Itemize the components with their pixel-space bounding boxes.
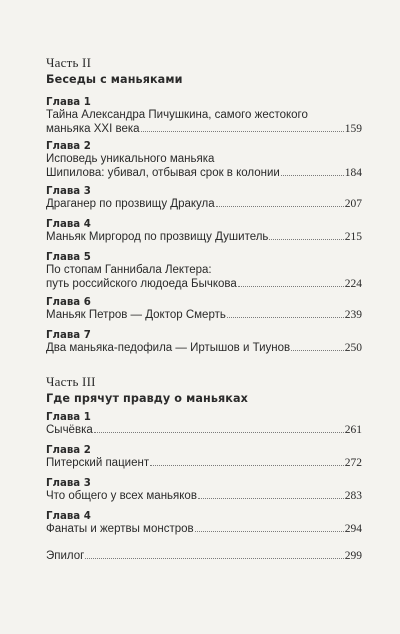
page-number: 159 bbox=[344, 122, 362, 135]
chapter-entry bbox=[46, 412, 362, 438]
chapter-title-line: Шипилова: убивал, отбывая срок в колонии bbox=[46, 166, 280, 179]
chapter-entry bbox=[46, 141, 362, 181]
chapter-title-line: Исповедь уникального маньяка bbox=[46, 153, 215, 165]
toc-row bbox=[46, 424, 362, 438]
toc-row bbox=[46, 342, 362, 356]
chapter-label: Глава 3 bbox=[46, 186, 91, 197]
part-title: Беседы с маньяками bbox=[46, 73, 183, 86]
page-number: 239 bbox=[344, 309, 362, 321]
toc-row bbox=[46, 550, 362, 564]
chapter-label: Глава 2 bbox=[46, 445, 91, 456]
page-number: 299 bbox=[344, 550, 362, 562]
chapter-title-line: Два маньяка-педофила — Иртышов и Тиунов bbox=[46, 342, 291, 354]
page-number: 184 bbox=[344, 166, 362, 179]
chapter-title-line: Тайна Александра Пичушкина, самого жестокого bbox=[46, 109, 308, 121]
chapter-entry bbox=[46, 297, 362, 323]
dot-leader bbox=[85, 558, 343, 559]
dot-leader bbox=[198, 498, 344, 499]
dot-leader bbox=[281, 175, 344, 176]
chapter-label: Глава 5 bbox=[46, 252, 91, 263]
dot-leader bbox=[150, 465, 344, 466]
page-number: 224 bbox=[344, 277, 362, 290]
toc-row bbox=[46, 457, 362, 471]
toc-row bbox=[46, 231, 362, 245]
dot-leader bbox=[141, 131, 344, 132]
chapter-title-line: Питерский пациент bbox=[46, 457, 150, 469]
chapter-title-line: путь российского людоеда Бычкова bbox=[46, 277, 237, 290]
chapter-title-line: Фанаты и жертвы монстров bbox=[46, 523, 194, 535]
chapter-title-line: Что общего у всех маньяков bbox=[46, 490, 197, 502]
chapter-title-line: Маньяк Миргород по прозвищу Душитель bbox=[46, 231, 269, 243]
toc-row bbox=[46, 278, 362, 292]
chapter-entry bbox=[46, 445, 362, 471]
chapter-label: Глава 1 bbox=[46, 97, 91, 108]
chapter-label: Глава 7 bbox=[46, 330, 91, 341]
dot-leader bbox=[238, 286, 344, 287]
toc-row bbox=[46, 167, 362, 181]
part-label: Часть III bbox=[46, 374, 96, 389]
part-label: Часть II bbox=[46, 55, 92, 70]
chapter-title-line: Драганер по прозвищу Дракула bbox=[46, 198, 215, 210]
toc-row bbox=[46, 309, 362, 323]
chapter-entry bbox=[46, 511, 362, 537]
page-number: 272 bbox=[344, 457, 362, 469]
chapter-label: Глава 1 bbox=[46, 412, 91, 423]
epilogue-entry bbox=[46, 550, 362, 564]
chapter-title-line: Сычёвка bbox=[46, 424, 93, 436]
dot-leader bbox=[195, 531, 344, 532]
page-number: 283 bbox=[344, 490, 362, 502]
chapter-label: Глава 3 bbox=[46, 478, 91, 489]
dot-leader bbox=[227, 317, 344, 318]
dot-leader bbox=[291, 350, 344, 351]
epilogue-label: Эпилог bbox=[46, 550, 85, 562]
chapter-entry bbox=[46, 330, 362, 356]
chapter-entry bbox=[46, 478, 362, 504]
chapter-title-line: Маньяк Петров — Доктор Смерть bbox=[46, 309, 226, 321]
toc-row bbox=[46, 123, 362, 137]
part-title: Где прячут правду о маньяках bbox=[46, 392, 248, 405]
chapter-entry bbox=[46, 186, 362, 212]
chapter-label: Глава 4 bbox=[46, 219, 91, 230]
dot-leader bbox=[269, 239, 343, 240]
dot-leader bbox=[94, 432, 344, 433]
chapter-entry bbox=[46, 252, 362, 292]
page-number: 261 bbox=[344, 424, 362, 436]
page-number: 207 bbox=[344, 198, 362, 210]
page-number: 294 bbox=[344, 523, 362, 535]
toc-row bbox=[46, 523, 362, 537]
toc-row bbox=[46, 198, 362, 212]
chapter-title-line: маньяка XXI века bbox=[46, 122, 140, 135]
toc-row bbox=[46, 490, 362, 504]
chapter-label: Глава 4 bbox=[46, 511, 91, 522]
chapter-label: Глава 6 bbox=[46, 297, 91, 308]
dot-leader bbox=[216, 206, 344, 207]
chapter-entry bbox=[46, 219, 362, 245]
chapter-entry bbox=[46, 97, 362, 137]
chapter-title-line: По стопам Ганнибала Лектера: bbox=[46, 264, 212, 276]
page-number: 250 bbox=[344, 342, 362, 354]
chapter-label: Глава 2 bbox=[46, 141, 91, 152]
page-number: 215 bbox=[344, 231, 362, 243]
